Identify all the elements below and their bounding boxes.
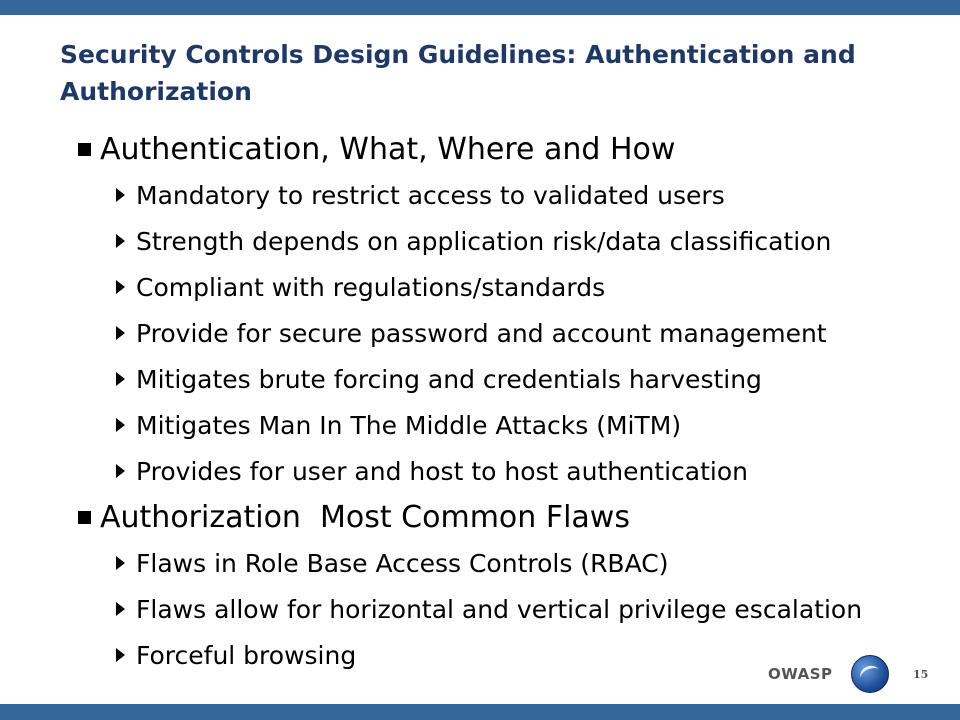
list-item-text: Forceful browsing xyxy=(136,640,357,670)
arrow-bullet-icon xyxy=(116,556,125,570)
square-bullet-icon xyxy=(78,511,91,524)
list-item xyxy=(116,218,958,264)
section-heading-authentication xyxy=(78,126,958,172)
list-item-text: Provide for secure password and account management xyxy=(136,318,827,348)
list-item xyxy=(116,402,958,448)
list-item xyxy=(116,540,958,586)
list-item xyxy=(116,310,958,356)
arrow-bullet-icon xyxy=(116,602,125,616)
arrow-bullet-icon xyxy=(116,326,125,340)
list-item-text: Provides for user and host to host authentication xyxy=(136,456,749,486)
arrow-bullet-icon xyxy=(116,280,125,294)
list-item-text: Mitigates brute forcing and credentials harvesting xyxy=(136,364,762,394)
section-heading-authorization xyxy=(78,494,958,540)
arrow-bullet-icon xyxy=(116,648,125,662)
list-item-text: Mandatory to restrict access to validated users xyxy=(136,180,725,210)
list-item-text: Mitigates Man In The Middle Attacks (MiTM) xyxy=(136,410,682,440)
arrow-bullet-icon xyxy=(116,188,125,202)
list-item-text: Strength depends on application risk/data classification xyxy=(136,226,832,256)
bullet-list xyxy=(78,126,958,678)
square-bullet-icon xyxy=(78,143,91,156)
list-item xyxy=(116,356,958,402)
list-item-text: Flaws allow for horizontal and vertical privilege escalation xyxy=(136,594,863,624)
arrow-bullet-icon xyxy=(116,234,125,248)
owasp-globe-icon xyxy=(851,655,889,693)
list-item xyxy=(116,586,958,632)
footer-brand: OWASP xyxy=(768,665,833,683)
logo-swoosh xyxy=(857,663,882,687)
page-number: 15 xyxy=(913,668,929,681)
list-item xyxy=(116,264,958,310)
bottom-bar xyxy=(0,704,960,720)
arrow-bullet-icon xyxy=(116,372,125,386)
arrow-bullet-icon xyxy=(116,464,125,478)
top-bar xyxy=(0,0,960,15)
slide-title: Security Controls Design Guidelines: Authentication and Authorization xyxy=(60,40,856,106)
section-heading-text: Authentication, What, Where and How xyxy=(100,131,676,167)
list-item-text: Compliant with regulations/standards xyxy=(136,272,606,302)
list-item xyxy=(116,172,958,218)
section-heading-text: Authorization Most Common Flaws xyxy=(100,499,630,535)
arrow-bullet-icon xyxy=(116,418,125,432)
list-item xyxy=(116,448,958,494)
list-item-text: Flaws in Role Base Access Controls (RBAC) xyxy=(136,548,669,578)
